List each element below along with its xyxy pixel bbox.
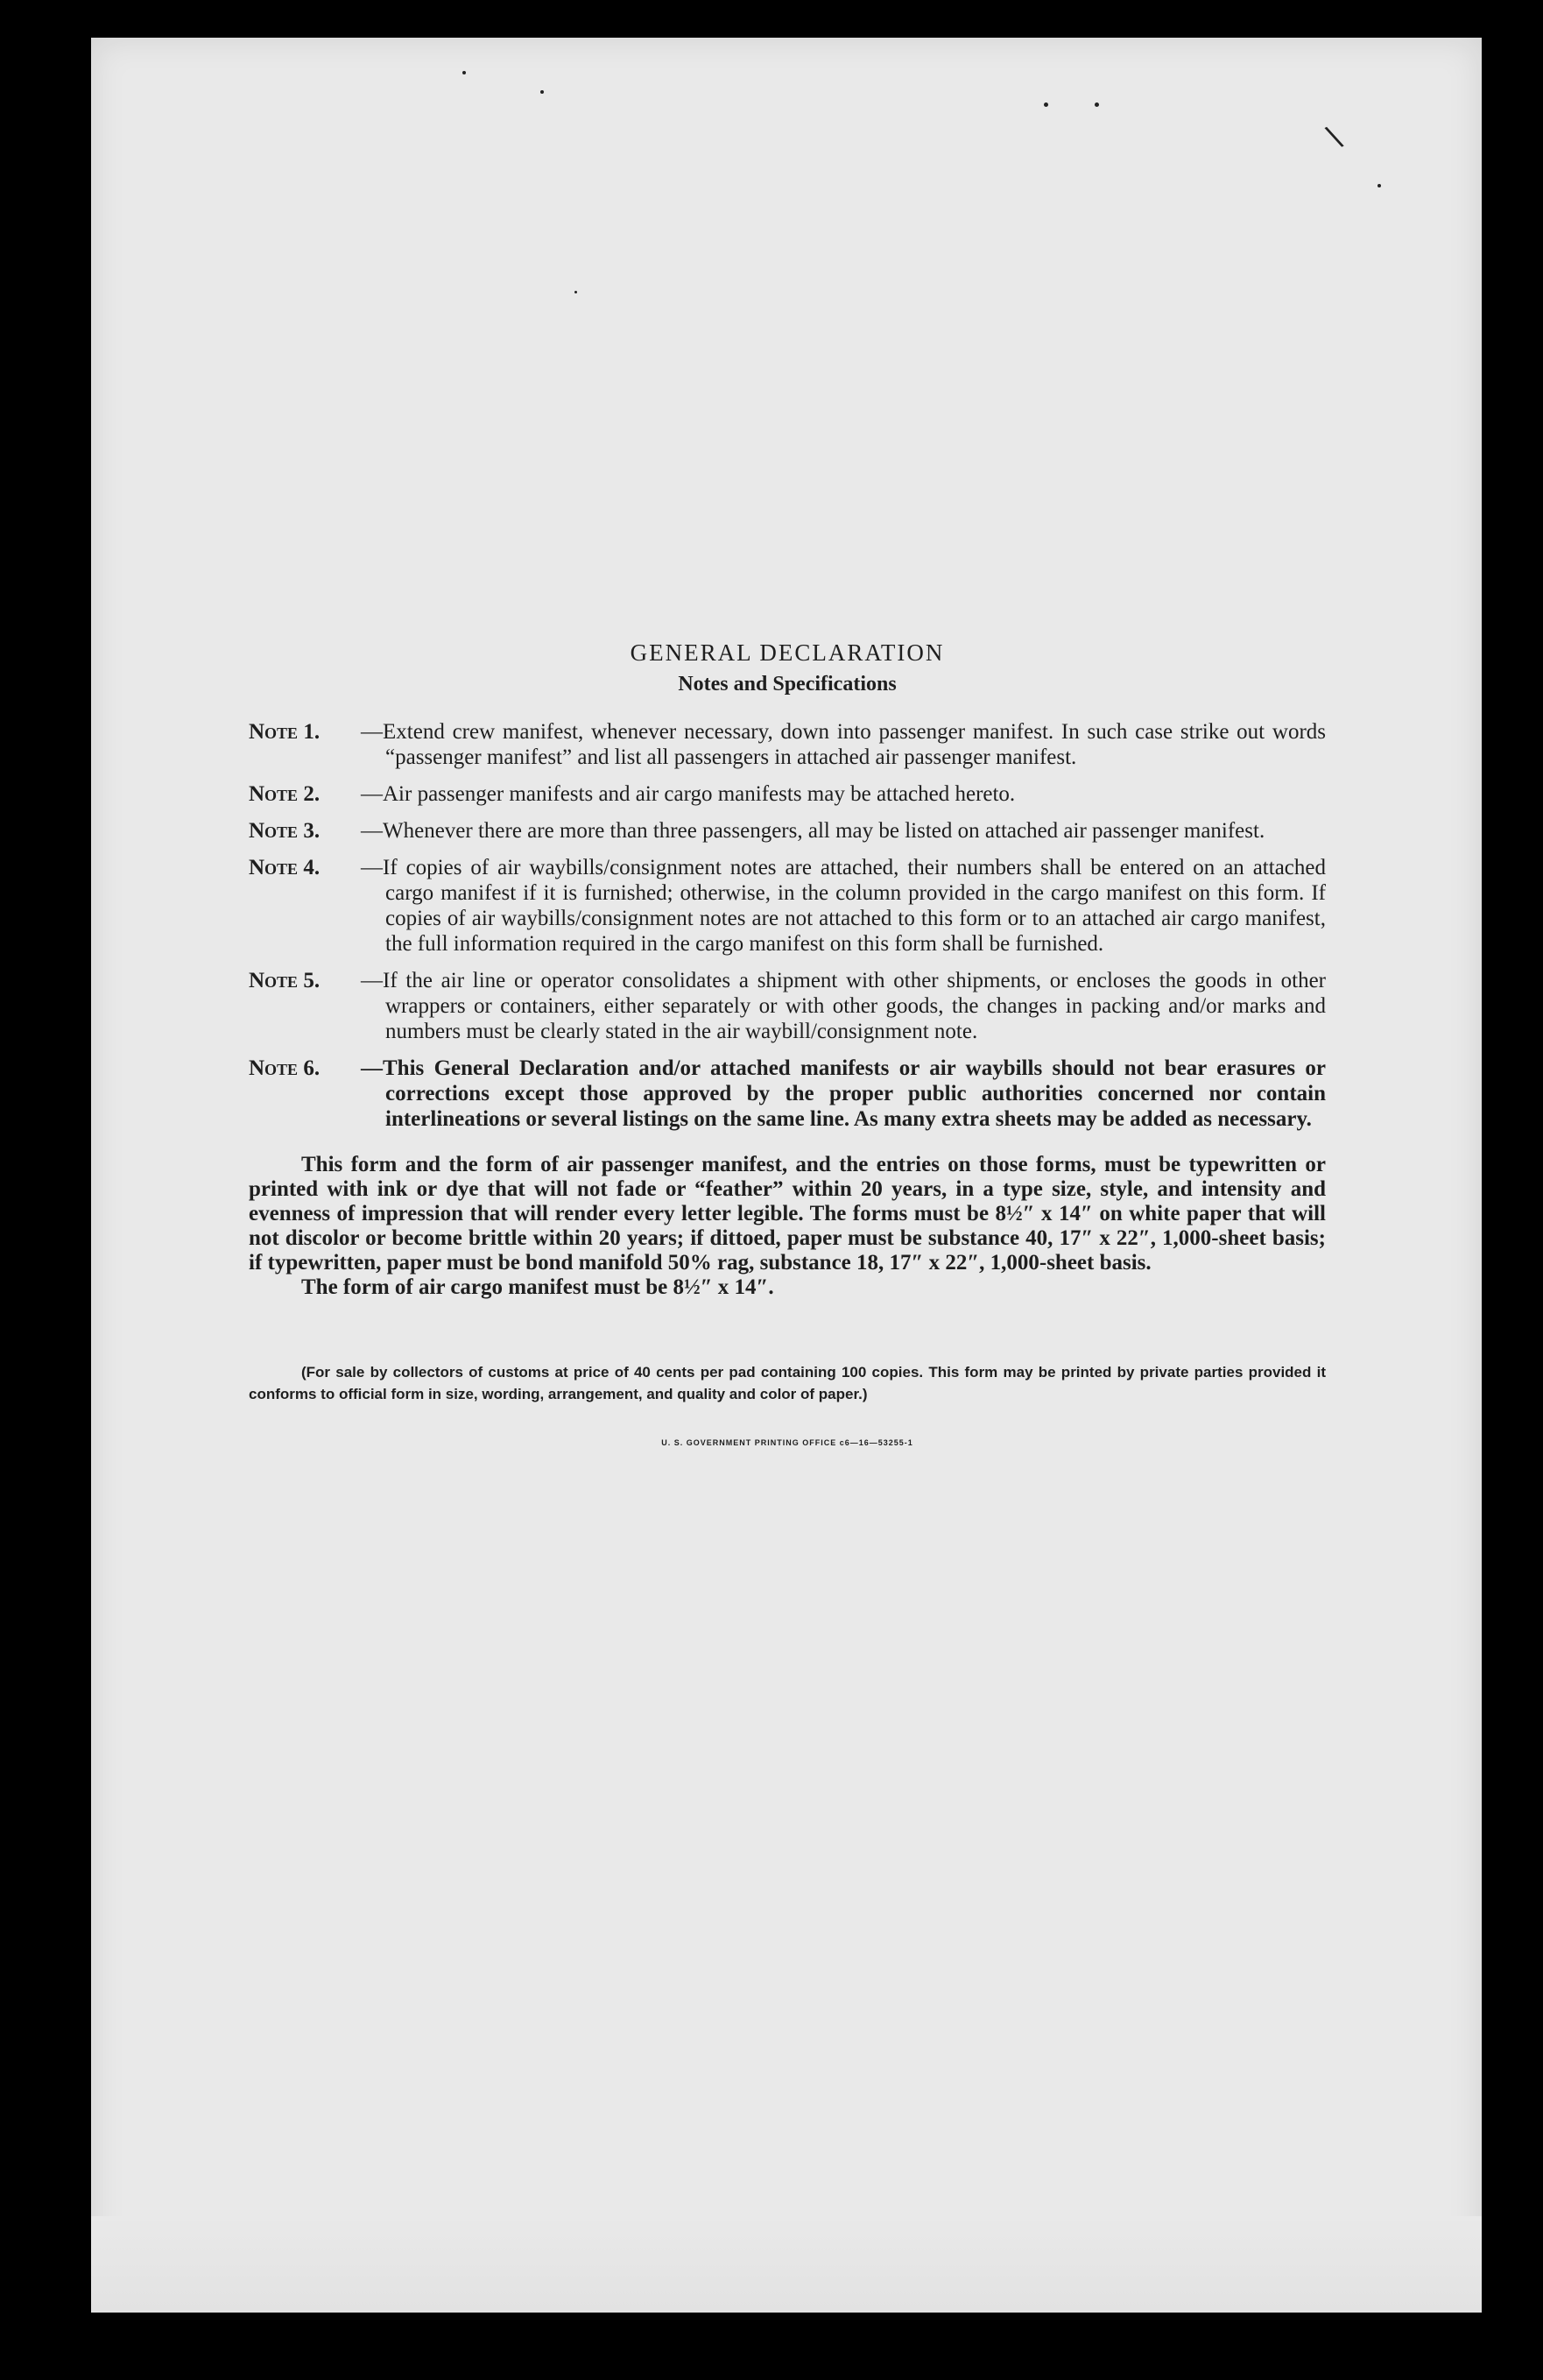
note-5 [249,968,1326,1044]
note-label: Note 4. [249,856,321,879]
note-label: Note 5. [249,969,321,992]
sale-notice: (For sale by collectors of customs at price of 40 cents per pad containing 100 copies. This form may be printed by private parties provided it conforms to official form in size, wording, arrangement, and quality and color of paper.) [249,1364,1326,1402]
note-text: —This General Declaration and/or attached manifests or air waybills should not bear erasures or corrections except those approved by the proper public authorities concerned nor contain interlineations or several listings on the same line. As many extra sheets may be added as necessary. [361,1056,1326,1131]
pen-mark-icon: ∖ [1318,120,1349,158]
note-3 [249,818,1326,844]
note-text: —Extend crew manifest, whenever necessary, down into passenger manifest. In such case strike out words “passenger manifest” and list all passengers in attached air passenger manifest. [361,720,1326,769]
page-bottom-edge [91,2216,1482,2313]
note-text: —If copies of air waybills/consignment notes are attached, their numbers shall be entered on an attached cargo manifest if it is furnished; otherwise, in the column provided in the cargo manifest on this form. If copies of air waybills/consignment notes are not attached to this form or to an attached air cargo manifest, the full information required in the cargo manifest on this form shall be furnished. [361,856,1326,956]
note-4 [249,855,1326,957]
note-text: —Whenever there are more than three passengers, all may be listed on attached air passenger manifest. [361,819,1265,843]
speck [1044,102,1048,107]
speck [1377,184,1381,187]
page-subtitle: Notes and Specifications [678,673,897,696]
note-label: Note 1. [249,720,321,744]
note-label: Note 2. [249,782,321,806]
speck [462,71,466,74]
printer-imprint: U. S. GOVERNMENT PRINTING OFFICE c6—16—53255-1 [661,1438,913,1447]
form-specification-paragraph: This form and the form of air passenger manifest, and the entries on those forms, must be typewritten or printed with ink or dye that will not fade or “feather” within 20 years, in a type size, style, and intensity and evenness of impression that will render every letter legible. The forms must be 8½″ x 14″ on white paper that will not discolor or become brittle within 20 years; if dittoed, paper must be substance 40, 17″ x 22″, 1,000-sheet basis; if typewritten, paper must be bond manifold 50% rag, substance 18, 17″ x 22″, 1,000-sheet basis. [249,1153,1326,1275]
declaration-notes [249,637,1326,1447]
note-1 [249,719,1326,770]
note-text: —Air passenger manifests and air cargo manifests may be attached hereto. [361,782,1016,806]
cargo-manifest-size-paragraph: The form of air cargo manifest must be 8½″ x 14″. [301,1275,774,1299]
note-2 [249,781,1326,807]
note-6 [249,1056,1326,1132]
speck [540,90,544,94]
page-title: GENERAL DECLARATION [630,639,945,666]
note-label: Note 3. [249,819,321,843]
note-text: —If the air line or operator consolidates a shipment with other shipments, or encloses the goods in other wrappers or containers, either separately or with other goods, the changes in packing and/or marks and numbers must be clearly stated in the air waybill/consignment note. [361,969,1326,1043]
speck [1095,102,1099,107]
note-label: Note 6. [249,1056,321,1080]
speck [574,291,577,293]
